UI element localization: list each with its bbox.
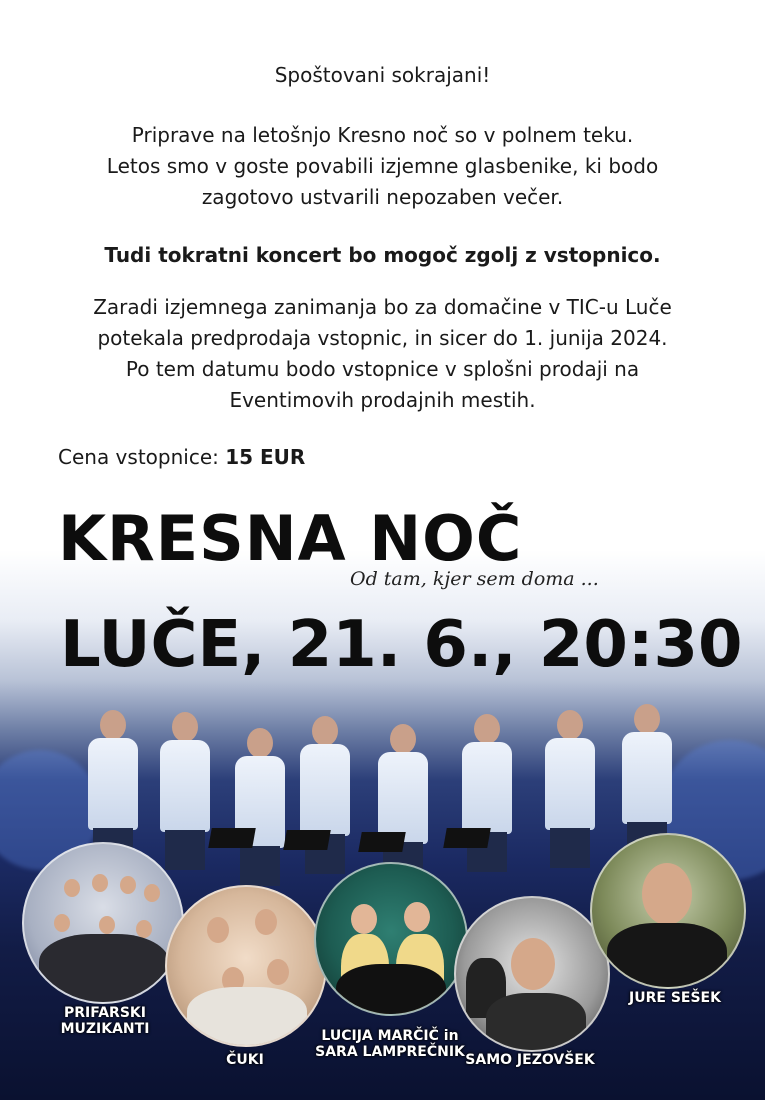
music-stand [208,828,256,848]
price-label: Cena vstopnice: [58,445,219,469]
price-value: 15 EUR [225,445,306,469]
music-stand [283,830,331,850]
ticket-required-notice: Tudi tokratni koncert bo mogoč zgolj z vstopnico. [104,243,661,267]
performer-caption: ČUKI [226,1052,264,1068]
intro-line: Letos smo v goste povabili izjemne glasbenike, ki bodo [106,154,659,178]
presale-line: Eventimovih prodajnih mestih. [229,388,536,412]
presale-line: Po tem datumu bodo vstopnice v splošni prodaji na [125,357,640,381]
presale-line: potekala predprodaja vstopnic, in sicer do 1. junija 2024. [97,326,668,350]
performer-photo-cuki [165,885,327,1047]
event-place-date-time: LUČE, 21. 6., 20:30 [60,608,743,682]
presale-paragraph [0,292,765,416]
event-tagline: Od tam, kjer sem doma ... [350,568,599,590]
intro-line: zagotovo ustvarili nepozaben večer. [201,185,564,209]
performer-photo-prifarski-muzikanti [22,842,184,1004]
performer-caption: JURE SEŠEK [629,990,721,1006]
greeting: Spoštovani sokrajani! [274,63,491,87]
music-stand [358,832,406,852]
performer-caption: PRIFARSKI MUZIKANTI [60,1005,150,1037]
event-poster [0,480,765,1100]
intro-paragraph [0,120,765,213]
performer-caption: SAMO JEZOVŠEK [465,1052,595,1068]
music-stand [443,828,491,848]
ticket-price [58,443,305,471]
event-title: KRESNA NOČ [58,502,523,575]
performer-photo-lucija-sara [314,862,468,1016]
presale-line: Zaradi izjemnega zanimanja bo za domačine v TIC-u Luče [93,295,672,319]
intro-line: Priprave na letošnjo Kresno noč so v polnem teku. [131,123,634,147]
performer-photo-jure-sesek [590,833,746,989]
performer-caption: LUCIJA MARČIČ in SARA LAMPREČNIK [315,1028,465,1060]
